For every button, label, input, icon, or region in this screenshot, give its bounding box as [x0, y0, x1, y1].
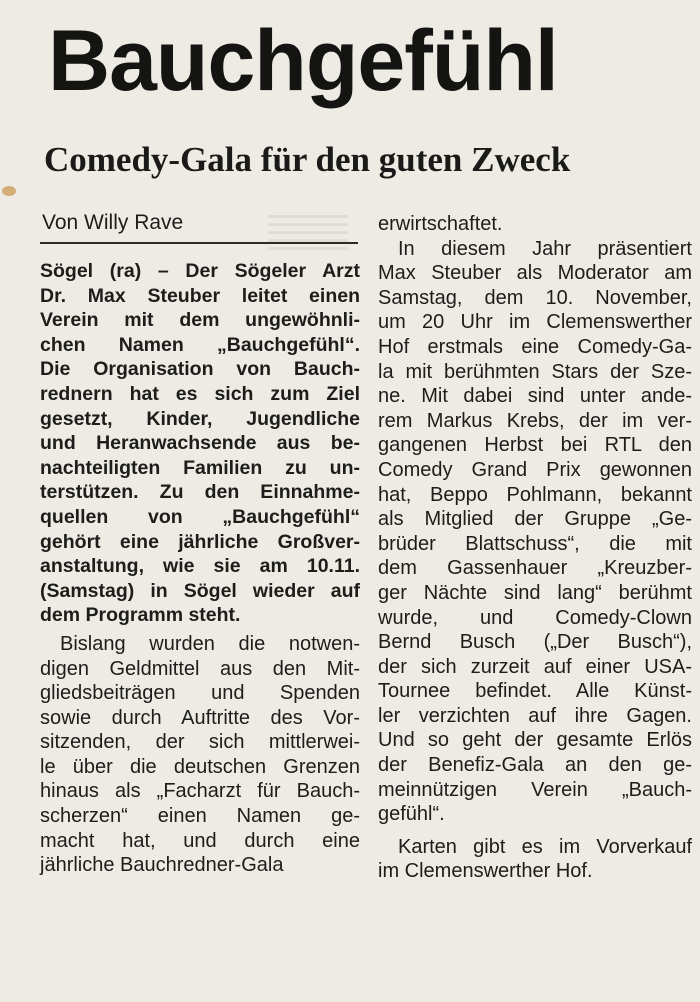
text-line: sitzenden, der sich mittlerwei- [40, 731, 360, 754]
text-line: gefühl“. [378, 803, 445, 826]
text-line: meinnützigen Verein „Bauch- [378, 778, 692, 801]
paper-stain [2, 186, 16, 196]
text-line: Max Steuber als Moderator am [378, 262, 692, 285]
text-line: brüder Blattschuss“, die mit [378, 532, 692, 555]
text-line: digen Geldmittel aus den Mit- [40, 657, 360, 680]
text-line: Sögel (ra) – Der Sögeler Arzt [40, 260, 360, 282]
subheadline: Comedy-Gala für den guten Zweck [44, 140, 571, 179]
body-paragraph-2 [378, 237, 692, 827]
text-line: Die Organisation von Bauch- [40, 358, 360, 381]
byline: Von Willy Rave [42, 211, 184, 234]
text-line: ler verzichten auf ihre Gagen. [378, 704, 692, 727]
text-line: scherzen“ einen Namen ge- [40, 805, 360, 828]
text-line: le über die deutschen Grenzen [40, 755, 360, 778]
text-line: Comedy Grand Prix gewonnen [378, 458, 692, 481]
text-line: ne. Mit dabei sind unter ande- [378, 385, 692, 408]
byline-divider [40, 242, 358, 244]
body-paragraph-1-continued [378, 212, 692, 237]
text-line: Bislang wurden die notwen- [60, 632, 360, 655]
body-paragraph-1 [40, 632, 360, 878]
text-line: dem Programm steht. [40, 604, 241, 627]
text-line: macht hat, und durch eine [40, 829, 360, 852]
text-line: Und so geht der gesamte Erlös [378, 729, 692, 752]
text-line: erwirtschaftet. [378, 213, 503, 235]
text-line: um 20 Uhr im Clemenswerther [378, 311, 692, 334]
text-line: jährliche Bauchredner-Gala [40, 854, 284, 877]
text-line: In diesem Jahr präsentiert [398, 237, 692, 260]
text-line: Verein mit dem ungewöhnli- [40, 309, 360, 332]
text-line: gesetzt, Kinder, Jugendliche [40, 407, 360, 430]
text-line: dem Gassenhauer „Kreuzber- [378, 557, 692, 580]
body-paragraph-3 [378, 835, 692, 884]
text-line: anstaltung, wie sie am 10.11. [40, 555, 360, 578]
text-line: im Clemenswerther Hof. [378, 860, 593, 883]
text-line: Karten gibt es im Vorverkauf [398, 835, 692, 858]
text-line: terstützen. Zu den Einnahme- [40, 481, 360, 504]
text-line: nachteiligten Familien zu un- [40, 456, 360, 479]
text-line: quellen von „Bauchgefühl“ [40, 505, 360, 528]
text-line: Hof erstmals eine Comedy-Ga- [378, 335, 692, 358]
text-line: Dr. Max Steuber leitet einen [40, 284, 360, 307]
text-line: Tournee befindet. Alle Künst- [378, 680, 692, 703]
text-line: hat, Beppo Pohlmann, bekannt [378, 483, 692, 506]
text-line: hinaus als „Facharzt für Bauch- [40, 780, 360, 803]
text-line: gliedsbeiträgen und Spenden [40, 682, 360, 705]
text-line: la mit berühmten Stars der Sze- [378, 360, 692, 383]
bleed-through-text [268, 210, 348, 250]
text-line: und Heranwachsende aus be- [40, 432, 360, 455]
text-line: wurde, und Comedy-Clown [378, 606, 692, 629]
lead-paragraph [40, 259, 360, 628]
text-line: der sich zurzeit auf einer USA- [378, 655, 692, 678]
text-line: Bernd Busch („Der Busch“), [378, 631, 692, 654]
text-line: der Benefiz-Gala an den ge- [378, 754, 692, 777]
left-column [40, 259, 360, 878]
right-column [378, 212, 692, 884]
text-line: ger Nächte sind lang“ berühmt [378, 581, 692, 604]
text-line: gehört eine jährliche Großver- [40, 530, 360, 553]
text-line: rem Markus Krebs, der im ver- [378, 409, 692, 432]
text-line: rednern hat es sich zum Ziel [40, 382, 360, 405]
text-line: sowie durch Auftritte des Vor- [40, 706, 360, 729]
headline: Bauchgefühl [48, 13, 558, 109]
text-line: chen Namen „Bauchgefühl“. [40, 333, 360, 356]
text-line: als Mitglied der Gruppe „Ge- [378, 508, 692, 531]
text-line: (Samstag) in Sögel wieder auf [40, 579, 360, 602]
text-line: gangenen Herbst bei RTL den [378, 434, 692, 457]
text-line: Samstag, dem 10. November, [378, 286, 692, 309]
